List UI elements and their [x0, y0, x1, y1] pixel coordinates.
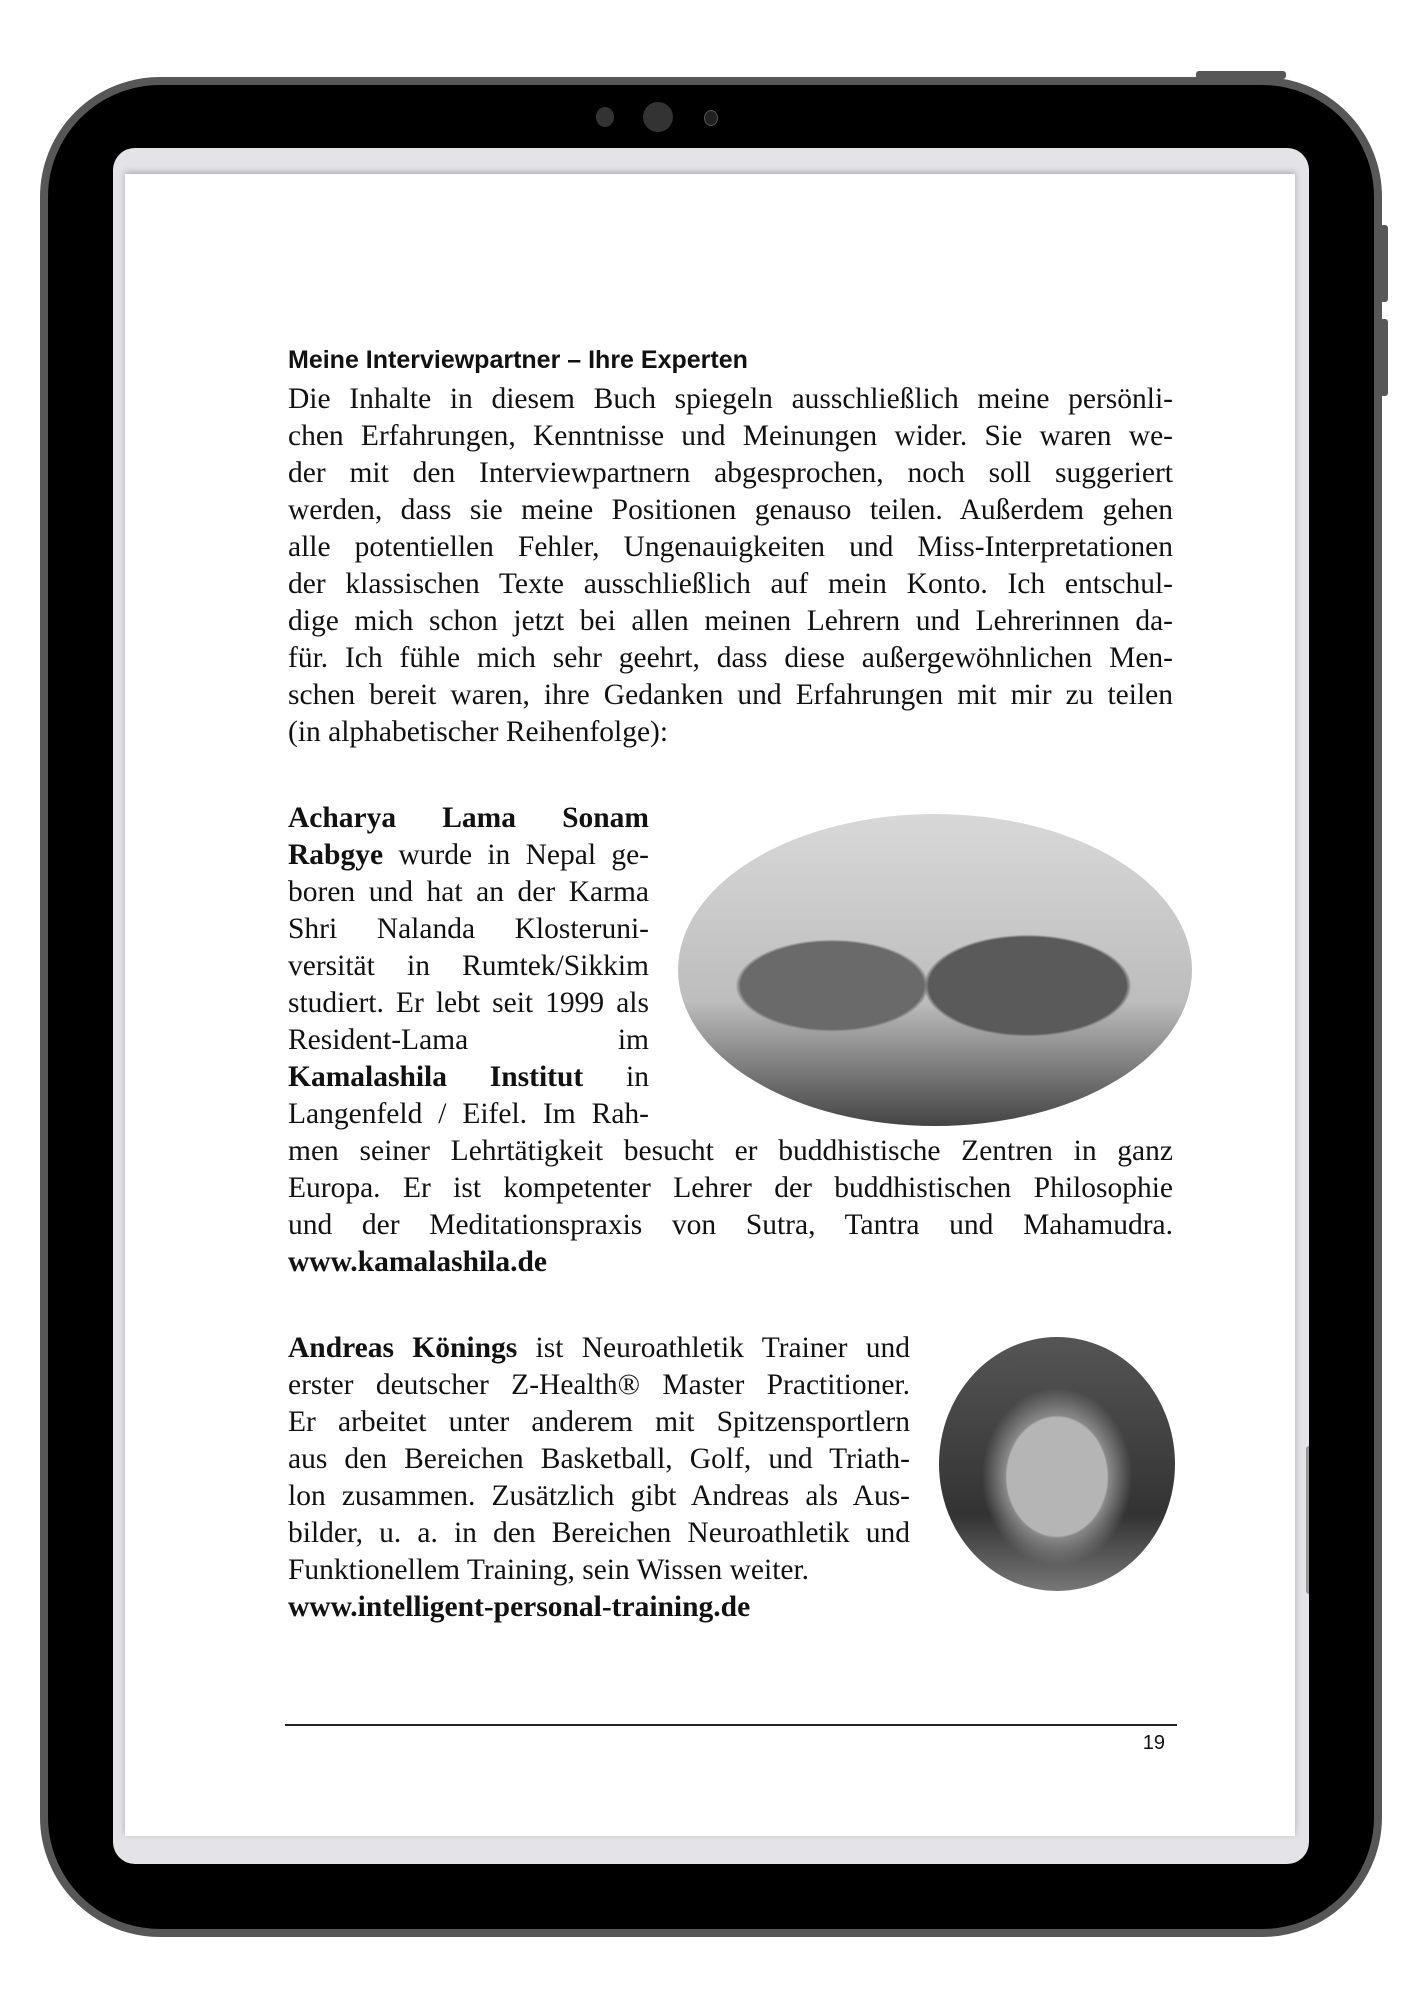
intro-line: schen bereit waren, ihre Gedanken und Erfahrungen mit mir zu teilen — [288, 679, 1173, 711]
scrollbar[interactable] — [1306, 1446, 1309, 1594]
bio1-line: Langenfeld / Eifel. Im Rah- — [288, 1098, 649, 1130]
photo-andreas-koenings — [939, 1337, 1175, 1591]
bio2-line: Funktionellem Training, sein Wissen weiter. — [288, 1554, 810, 1586]
bio2-line: erster deutscher Z-Health® Master Practitioner. — [288, 1369, 910, 1401]
bio1-line: und der Meditationspraxis von Sutra, Tantra und Mahamudra. — [288, 1209, 1173, 1241]
bio2-text: ist Neuroathletik Trainer und — [517, 1332, 911, 1364]
camera-icon — [643, 102, 673, 132]
intro-line: Die Inhalte in diesem Buch spiegeln ausschließlich meine persönli- — [288, 383, 1173, 415]
intro-line: dige mich schon jetzt bei allen meinen Lehrern und Lehrerinnen da- — [288, 605, 1173, 637]
bio1-name: Acharya Lama Sonam — [288, 802, 649, 834]
bio2-line: lon zusammen. Zusätzlich gibt Andreas als Aus- — [288, 1480, 910, 1512]
bio1-line: Shri Nalanda Klosteruni- — [288, 913, 649, 945]
intro-line: alle potentiellen Fehler, Ungenauigkeiten und Miss-Interpretationen — [288, 531, 1173, 563]
intro-line: der mit den Interviewpartnern abgesprochen, noch soll suggeriert — [288, 457, 1173, 489]
intro-line: der klassischen Texte ausschließlich auf mein Konto. Ich entschul- — [288, 568, 1173, 600]
sensor-icon — [596, 107, 614, 127]
power-button — [1196, 71, 1286, 79]
bio1-line: Europa. Er ist kompetenter Lehrer der buddhistischen Philosophie — [288, 1172, 1173, 1204]
bio1-url[interactable]: www.kamalashila.de — [288, 1246, 547, 1278]
bio1-line: men seiner Lehrtätigkeit besucht er buddhistische Zentren in ganz — [288, 1135, 1173, 1167]
volume-up-button — [1380, 225, 1388, 302]
bio1-line: Resident-Lama im — [288, 1024, 649, 1056]
light-sensor-icon — [704, 110, 718, 126]
bio1-line: versität in Rumtek/Sikkim — [288, 950, 649, 982]
bio1-line — [288, 1059, 649, 1096]
photo-acharya-lama — [678, 814, 1192, 1126]
bio2-line — [288, 1330, 910, 1367]
bio1-text: wurde in Nepal ge- — [383, 839, 649, 871]
screen — [113, 148, 1309, 1864]
bio1-text: in — [583, 1061, 650, 1093]
bio2-line: Er arbeitet unter anderem mit Spitzensportlern — [288, 1406, 910, 1438]
bio2-line: aus den Bereichen Basketball, Golf, und Triath- — [288, 1443, 910, 1475]
intro-line: für. Ich fühle mich sehr geehrt, dass diese außergewöhnlichen Men- — [288, 642, 1173, 674]
bio2-line: bilder, u. a. in den Bereichen Neuroathletik und — [288, 1517, 910, 1549]
intro-line: chen Erfahrungen, Kenntnisse und Meinungen wider. Sie waren we- — [288, 420, 1173, 452]
bio1-line: studiert. Er lebt seit 1999 als — [288, 987, 649, 1019]
bio2-name: Andreas Könings — [288, 1332, 518, 1364]
page-number: 19 — [1142, 1732, 1165, 1754]
footer-rule — [285, 1724, 1177, 1726]
volume-down-button — [1380, 319, 1388, 396]
bio1-name-cont: Rabgye — [288, 839, 384, 871]
institute-name: Kamalashila Institut — [288, 1061, 584, 1093]
book-page — [125, 174, 1295, 1836]
bio2-url[interactable]: www.intelligent-personal-training.de — [288, 1591, 751, 1623]
bio1-line — [288, 837, 649, 874]
section-heading: Meine Interviewpartner – Ihre Experten — [288, 346, 748, 374]
intro-line: (in alphabetischer Reihenfolge): — [288, 716, 669, 748]
bio1-line: boren und hat an der Karma — [288, 876, 649, 908]
intro-line: werden, dass sie meine Positionen genauso teilen. Außerdem gehen — [288, 494, 1173, 526]
